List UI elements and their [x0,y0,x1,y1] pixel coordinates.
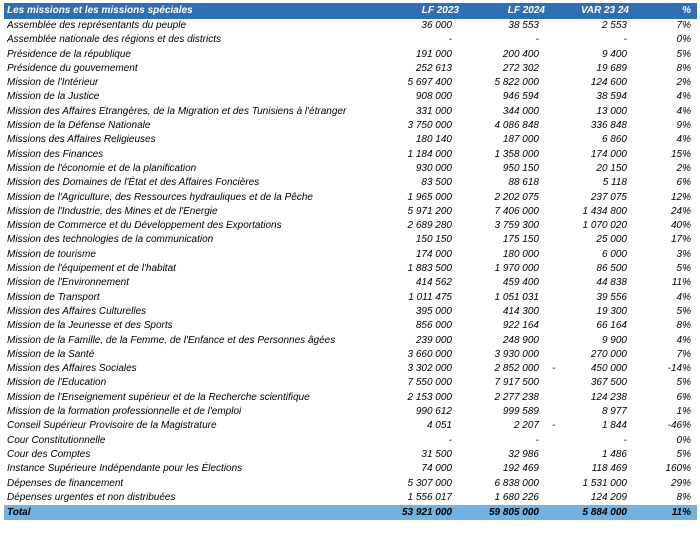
var-value: 118 469 [591,463,627,475]
lf2024-value: 175 150 [502,234,539,246]
lf2024-value: 1 970 000 [494,263,539,275]
lf2024-value: 180 000 [502,248,539,260]
table-row [4,233,697,247]
lf2023-value: 3 660 000 [407,348,452,360]
table-row [4,419,697,433]
pct-value: 8% [676,62,691,74]
lf2023-value: 252 613 [415,62,452,74]
var-value: 1 844 [601,420,627,432]
var-value: 2 553 [601,20,627,31]
lf2024-value: - [535,34,539,46]
pct-value: 5% [676,448,691,460]
lf2024-value: 2 277 238 [494,391,539,403]
lf2023-value: 908 000 [415,91,452,103]
pct-value: 5% [676,305,691,317]
mission-name: Mission des Affaires Sociales [7,363,137,375]
lf2023-value: 1 883 500 [407,263,452,275]
lf2023-value: 2 153 000 [407,391,452,403]
lf2023-value: 414 562 [415,277,452,289]
lf2024-value: 946 594 [502,91,539,103]
table-row [4,291,697,305]
var-value: 270 000 [590,348,627,360]
var-value: 19 689 [596,62,627,74]
pct-value: 2% [676,162,691,174]
lf2024-value: 1 680 226 [494,491,539,503]
var-value: 86 500 [596,263,627,275]
lf2024-value: 1 358 000 [494,148,539,160]
lf2023-value: 1 184 000 [407,148,452,160]
mission-name: Mission de l'Environnement [7,277,129,289]
table-row [4,90,697,104]
lf2024-value: 3 759 300 [494,220,539,232]
table-row [4,477,697,491]
table-row [4,162,697,176]
table-row [4,191,697,205]
var-value: 124 209 [590,491,627,503]
header-lf2024: LF 2024 [507,5,545,16]
lf2023-value: 191 000 [415,48,452,60]
var-value: 124 238 [590,391,627,403]
var-value: 44 838 [596,277,627,289]
lf2023-value: 36 000 [421,20,452,31]
mission-name: Mission des Affaires Etrangères, de la Migration et des Tunisiens à l'étranger [7,105,347,117]
mission-name: Mission de tourisme [7,248,96,260]
total-pct: 11% [671,507,691,519]
lf2024-value: 32 986 [508,448,539,460]
mission-name: Mission des Domaines de l'État et des Affaires Foncières [7,177,260,189]
header-missions: Les missions et les missions spéciales [7,5,193,16]
pct-value: 12% [670,191,691,203]
var-value: 237 075 [590,191,627,203]
lf2024-value: 38 553 [508,20,539,31]
table-row [4,462,697,476]
lf2023-value: 7 550 000 [407,377,452,389]
var-value: 19 300 [596,305,627,317]
mission-name: Présidence du gouvernement [7,62,138,74]
total-lf2024: 59 805 000 [488,507,539,519]
pct-value: 2% [676,77,691,89]
pct-value: 6% [676,391,691,403]
lf2024-value: 344 000 [502,105,539,117]
table-row [4,19,697,33]
var-value: 38 594 [596,91,627,103]
lf2024-value: 4 086 848 [494,120,539,132]
lf2023-value: 174 000 [415,248,452,260]
var-sign: - [552,363,556,375]
table-row [4,62,697,76]
var-value: 66 164 [596,320,627,332]
mission-name: Mission de l'Enseignement supérieur et de la Recherche scientifique [7,391,310,403]
var-value: 8 977 [601,406,627,418]
mission-name: Mission de l'Agriculture, des Ressources hydrauliques et de la Pêche [7,191,313,203]
mission-name: Présidence de la république [7,48,131,60]
lf2024-value: 950 150 [502,162,539,174]
lf2024-value: 2 852 000 [494,363,539,375]
table-row [4,305,697,319]
var-value: 9 900 [601,334,627,346]
table-row [4,205,697,219]
lf2024-value: 1 051 031 [494,291,539,303]
lf2023-value: 1 011 475 [408,291,452,303]
lf2023-value: 930 000 [415,162,452,174]
var-value: 1 070 020 [582,220,627,232]
lf2023-value: 83 500 [421,177,452,189]
mission-name: Mission de l'Intérieur [7,77,99,89]
mission-name: Dépenses urgentes et non distribuées [7,491,176,503]
var-value: - [623,34,627,46]
var-value: 450 000 [590,363,627,375]
var-value: 20 150 [596,162,627,174]
lf2024-value: 6 838 000 [494,477,539,489]
lf2023-value: 150 150 [415,234,452,246]
table-header-row [4,3,697,19]
lf2024-value: 2 202 075 [494,191,539,203]
lf2023-value: 4 051 [426,420,452,432]
mission-name: Mission des technologies de la communication [7,234,214,246]
lf2023-value: - [448,434,452,446]
mission-name: Cour Constitutionnelle [7,434,106,446]
pct-value: 4% [676,291,691,303]
table-row [4,391,697,405]
lf2023-value: 856 000 [415,320,452,332]
mission-name: Mission de l'Industrie, des Mines et de l'Energie [7,205,218,217]
mission-name: Mission de la Santé [7,348,95,360]
mission-name: Mission de la Famille, de la Femme, de l'Enfance et des Personnes âgées [7,334,336,346]
var-value: 124 600 [590,77,627,89]
mission-name: Mission de Transport [7,291,100,303]
lf2023-value: 990 612 [415,406,452,418]
header-var: VAR 23 24 [580,5,629,16]
budget-table [4,3,697,520]
mission-name: Dépenses de financement [7,477,124,489]
lf2024-value: 88 618 [508,177,539,189]
mission-name: Mission de l'économie et de la planification [7,162,197,174]
table-row [4,176,697,190]
lf2024-value: 200 400 [502,48,539,60]
lf2024-value: 272 302 [502,62,539,74]
lf2023-value: 395 000 [415,305,452,317]
lf2024-value: 414 300 [502,305,539,317]
table-row [4,248,697,262]
lf2023-value: 331 000 [415,105,452,117]
table-row [4,334,697,348]
var-value: 39 556 [596,291,627,303]
pct-value: 8% [676,491,691,503]
total-lf2023: 53 921 000 [401,507,452,519]
pct-value: 7% [676,348,691,360]
mission-name: Mission de la formation professionnelle et de l'emploi [7,406,242,418]
table-row [4,376,697,390]
mission-name: Mission de l'équipement et de l'habitat [7,263,176,275]
pct-value: 1% [676,406,691,418]
var-value: - [623,434,627,446]
table-row [4,405,697,419]
mission-name: Assemblée des représentants du peuple [7,20,187,31]
total-label: Total [7,507,31,519]
var-value: 1 486 [601,448,627,460]
lf2023-value: 5 697 400 [407,77,452,89]
table-row [4,105,697,119]
pct-value: 5% [676,377,691,389]
pct-value: 160% [665,463,691,475]
table-row [4,262,697,276]
mission-name: Conseil Supérieur Provisoire de la Magistrature [7,420,217,432]
total-var: 5 884 000 [582,507,627,519]
pct-value: 8% [676,320,691,332]
var-value: 367 500 [590,377,627,389]
mission-name: Instance Supérieure Indépendante pour les Élections [7,463,243,475]
pct-value: 5% [676,48,691,60]
lf2023-value: 3 302 000 [407,363,452,375]
mission-name: Cour des Comptes [7,448,91,460]
table-row [4,148,697,162]
header-lf2023: LF 2023 [421,5,459,16]
lf2024-value: 187 000 [502,134,539,146]
mission-name: Mission de la Justice [7,91,100,103]
var-value: 13 000 [596,105,627,117]
pct-value: 5% [676,263,691,275]
mission-name: Assemblée nationale des régions et des districts [7,34,222,46]
lf2024-value: 922 164 [502,320,539,332]
table-row [4,319,697,333]
pct-value: 4% [676,334,691,346]
table-row [4,48,697,62]
lf2024-value: 192 469 [502,463,539,475]
pct-value: 6% [676,177,691,189]
mission-name: Mission de la Jeunesse et des Sports [7,320,173,332]
table-body [4,19,697,505]
var-value: 9 400 [601,48,627,60]
table-row [4,491,697,505]
pct-value: 3% [676,248,691,260]
lf2023-value: 2 689 280 [407,220,452,232]
pct-value: 4% [676,134,691,146]
table-row [4,33,697,47]
pct-value: 17% [670,234,691,246]
mission-name: Mission de Commerce et du Développement des Exportations [7,220,282,232]
lf2023-value: 3 750 000 [407,120,452,132]
var-value: 336 848 [590,120,627,132]
table-row [4,362,697,376]
pct-value: 4% [676,91,691,103]
mission-name: Mission de la Défense Nationale [7,120,151,132]
var-value: 1 434 800 [582,205,627,217]
lf2024-value: 7 917 500 [494,377,539,389]
mission-name: Missions des Affaires Religieuses [7,134,156,146]
pct-value: 40% [670,220,691,232]
var-value: 1 531 000 [582,477,627,489]
lf2024-value: - [535,434,539,446]
lf2023-value: 1 965 000 [407,191,452,203]
lf2023-value: 180 140 [415,134,452,146]
pct-value: -46% [667,420,691,432]
mission-name: Mission de l'Education [7,377,107,389]
lf2024-value: 7 406 000 [494,205,539,217]
header-pct: % [682,5,691,16]
pct-value: 11% [671,277,691,289]
var-value: 6 860 [601,134,627,146]
pct-value: 9% [676,120,691,132]
lf2023-value: 239 000 [415,334,452,346]
lf2024-value: 459 400 [502,277,539,289]
table-row [4,119,697,133]
pct-value: 7% [676,20,691,31]
pct-value: 0% [676,34,691,46]
var-value: 25 000 [596,234,627,246]
lf2023-value: 5 971 200 [407,205,452,217]
table-row [4,434,697,448]
pct-value: -14% [667,363,691,375]
lf2023-value: 1 556 017 [407,491,452,503]
table-row [4,133,697,147]
lf2024-value: 2 207 [513,420,539,432]
pct-value: 15% [670,148,691,160]
lf2023-value: 74 000 [421,463,452,475]
lf2024-value: 5 822 000 [494,77,539,89]
lf2023-value: - [448,34,452,46]
lf2023-value: 5 307 000 [407,477,452,489]
table-row [4,276,697,290]
var-value: 5 118 [602,177,627,189]
var-value: 6 000 [601,248,627,260]
mission-name: Mission des Affaires Culturelles [7,305,147,317]
total-row [4,505,697,520]
pct-value: 24% [670,205,691,217]
var-value: 174 000 [590,148,627,160]
pct-value: 29% [670,477,691,489]
table-row [4,219,697,233]
pct-value: 0% [676,434,691,446]
var-sign: - [552,420,556,432]
lf2024-value: 3 930 000 [494,348,539,360]
table-row [4,448,697,462]
table-row [4,348,697,362]
lf2024-value: 999 589 [502,406,539,418]
lf2024-value: 248 900 [502,334,539,346]
table-row [4,76,697,90]
lf2023-value: 31 500 [421,448,452,460]
pct-value: 4% [676,105,691,117]
mission-name: Mission des Finances [7,148,104,160]
